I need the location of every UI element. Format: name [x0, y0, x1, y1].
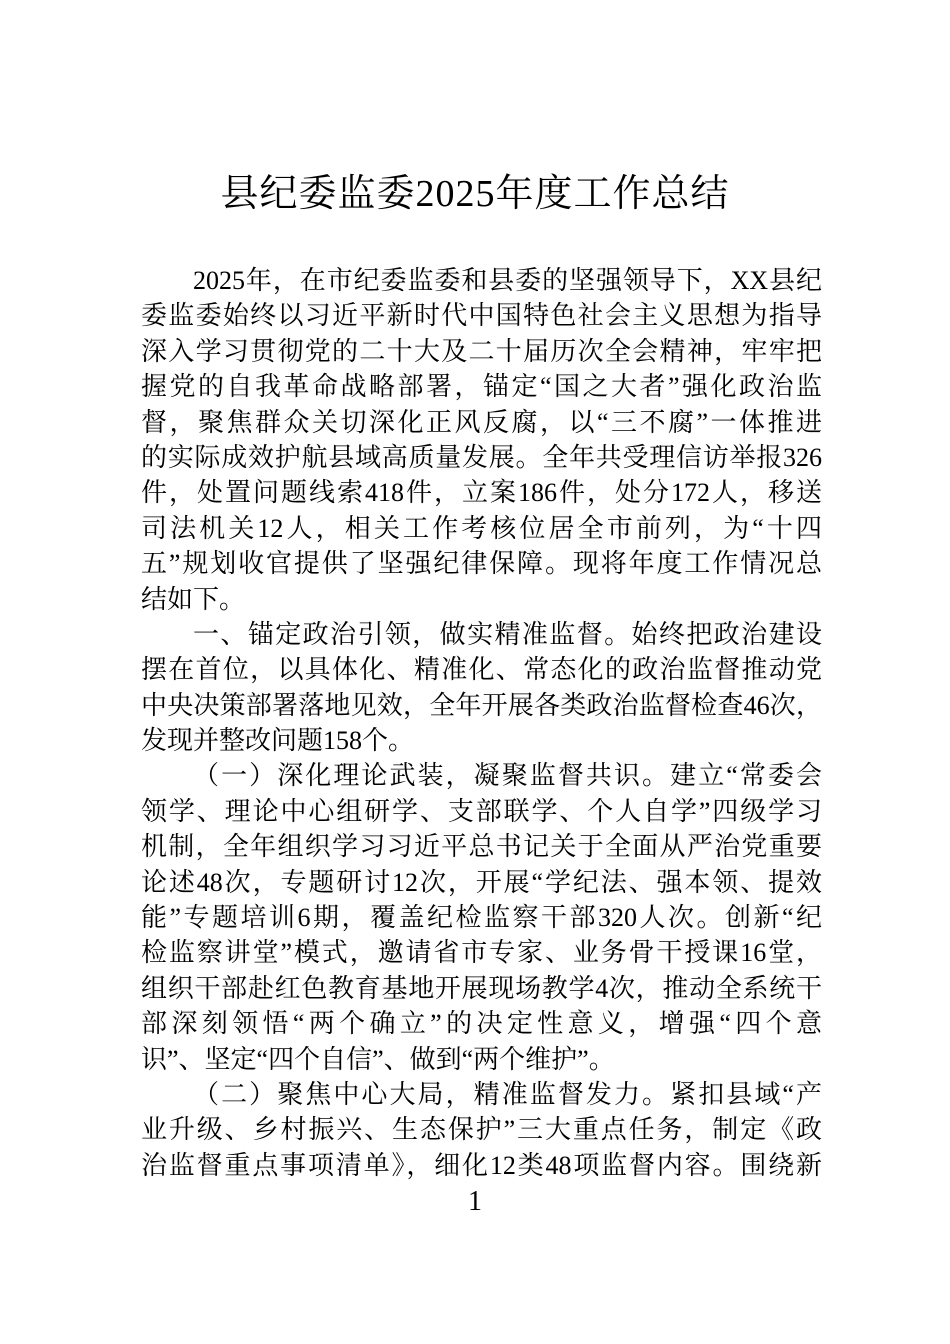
text-line: 检监察讲堂”模式，邀请省市专家、业务骨干授课16堂， — [141, 938, 822, 968]
text-line: 一、锚定政治引领，做实精准监督。始终把政治建设 — [193, 619, 822, 649]
text-line: 组织干部赴红色教育基地开展现场教学4次，推动全系统干 — [141, 973, 822, 1003]
text-line: 论述48次，专题研讨12次，开展“学纪法、强本领、提效 — [141, 867, 822, 897]
page-number: 1 — [468, 1186, 482, 1217]
text-line: 握党的自我革命战略部署，锚定“国之大者”强化政治监 — [141, 372, 822, 402]
text-line: 治监督重点事项清单》，细化12类48项监督内容。围绕新 — [141, 1150, 822, 1180]
text-line: 的实际成效护航县域高质量发展。全年共受理信访举报326 — [141, 442, 822, 472]
paragraph — [141, 617, 822, 759]
text-line: 委监委始终以习近平新时代中国特色社会主义思想为指导 — [141, 301, 822, 331]
text-line: 业升级、乡村振兴、生态保护”三大重点任务，制定《政 — [141, 1115, 822, 1145]
text-line: 司法机关12人，相关工作考核位居全市前列，为“十四 — [141, 513, 822, 543]
paragraph — [141, 1077, 822, 1183]
text-line: 深入学习贯彻党的二十大及二十届历次全会精神，牢牢把 — [141, 336, 822, 366]
paragraph — [141, 758, 822, 1077]
paragraph — [141, 263, 822, 617]
text-line: 机制，全年组织学习习近平总书记关于全面从严治党重要 — [141, 832, 822, 862]
text-line: 督，聚焦群众关切深化正风反腐，以“三不腐”一体推进 — [141, 407, 822, 437]
text-line: 能”专题培训6期，覆盖纪检监察干部320人次。创新“纪 — [141, 903, 822, 933]
text-line: 摆在首位，以具体化、精准化、常态化的政治监督推动党 — [141, 655, 822, 685]
document-body — [141, 263, 822, 1183]
text-line: 中央决策部署落地见效，全年开展各类政治监督检查46次， — [141, 690, 822, 720]
text-line: 件，处置问题线索418件，立案186件，处分172人，移送 — [141, 478, 822, 508]
text-line: 领学、理论中心组研学、支部联学、个人自学”四级学习 — [141, 796, 822, 826]
text-line: 五”规划收官提供了坚强纪律保障。现将年度工作情况总 — [141, 549, 822, 579]
text-line: （一）深化理论武装，凝聚监督共识。建立“常委会 — [193, 761, 822, 791]
text-line: （二）聚焦中心大局，精准监督发力。紧扣县域“产 — [193, 1079, 822, 1109]
text-line: 发现并整改问题158个。 — [141, 726, 415, 756]
text-line: 部深刻领悟“两个确立”的决定性意义，增强“四个意 — [141, 1009, 822, 1039]
text-line: 识”、坚定“四个自信”、做到“两个维护”。 — [141, 1044, 615, 1074]
document-title: 县纪委监委2025年度工作总结 — [220, 173, 730, 215]
text-line: 结如下。 — [141, 584, 246, 614]
text-line: 2025年，在市纪委监委和县委的坚强领导下，XX县纪 — [193, 266, 822, 295]
